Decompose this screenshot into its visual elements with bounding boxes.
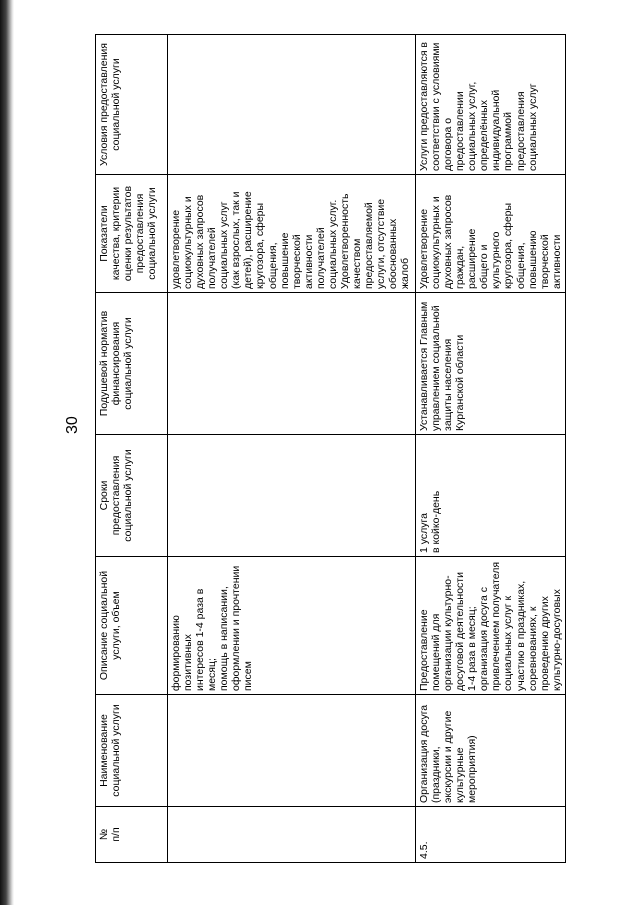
header-indicators: Показатели качества, критерии оценки результатов предоставления социальной услуги (96, 175, 168, 293)
rotated-table-wrapper (95, 35, 563, 863)
row1-norm (168, 293, 416, 435)
header-num: № п/п (96, 807, 168, 863)
row1-conditions (168, 35, 416, 175)
header-name: Наименование социальной услуги (96, 695, 168, 807)
header-conditions: Условия предоставления социальной услуги (96, 35, 168, 175)
row1-description: формированию позитивных интересов 1-4 раза в месяц; помощь в написании, оформлении и прочтении писем (168, 557, 416, 695)
table-row (168, 35, 416, 863)
header-norm: Подушевой норматив финансирования социальной услуги (96, 293, 168, 435)
header-terms: Сроки предоставления социальной услуги (96, 435, 168, 557)
row2-description: Предоставление помещений для организации культурно- досуговой деятельности 1-4 раза в месяц; организация досуга с привлечением получателя социальных услуг к участию в праздниках, соревнованиях, к проведению других культурно-досуговых (416, 557, 566, 695)
table-row (416, 35, 566, 863)
row2-norm: Устанавливается Главным управлением социальной защиты населения Курганской области (416, 293, 566, 435)
page-number: 30 (64, 416, 81, 434)
row1-num (168, 807, 416, 863)
row1-name (168, 695, 416, 807)
header-description: Описание социальной услуги, объем (96, 557, 168, 695)
row2-conditions: Услуги предоставляются в соответствии с условиями договора о предоставлении социальных услуг, определённых индивидуальной программой предоставления социальных услуг (416, 35, 566, 175)
row2-indicators: Удовлетворение социокультурных и духовных запросов граждан, расширение общего и культурного кругозора, сферы общения, повышению творческой активности (416, 175, 566, 293)
row2-name: Организация досуга (праздники, экскурсии и другие культурные мероприятия) (416, 695, 566, 807)
row1-terms (168, 435, 416, 557)
row1-indicators: удовлетворение социокультурных и духовных запросов получателей социальных услуг (как взрослых, так и детей), расширение кругозора, сферы общения, повышение творческой активности получателей социальных услуг. Удовлетворенность качеством предоставляемой услуги, отсутствие обоснованных жалоб (168, 175, 416, 293)
row2-terms: 1 услуга в койко-день (416, 435, 566, 557)
row2-num: 4.5. (416, 807, 566, 863)
table-header-row (96, 35, 168, 863)
scan-edge (0, 0, 14, 905)
services-table (95, 34, 566, 863)
